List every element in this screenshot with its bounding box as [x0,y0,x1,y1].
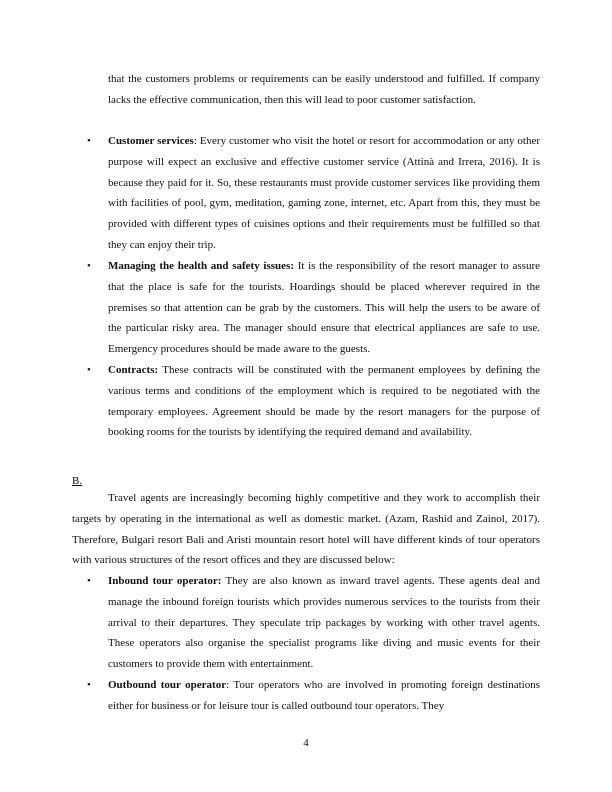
bullet-title: Customer services [108,135,194,147]
bullet-icon: • [87,260,91,272]
bullet-separator: : [226,679,230,691]
bullet-title: Inbound tour operator: [108,575,222,587]
bullet-title: Managing the health and safety issues: [108,260,294,272]
bullet-contracts [87,360,540,443]
bullet-text: Every customer who visit the hotel or resort for accommodation or any other purpose will expect an exclusive and effective customer service (Attinà and Irrera, 2016). It is because they paid for it. So, these restaurants must provide customer services like providing them with facilities of pool, gym, meditation, gaming zone, internet, etc. Apart from this, they must be provided with different types of cuisines options and their requirements must be fulfilled so that they can enjoy their trip. [108,135,540,251]
bullet-outbound [87,675,540,717]
section-b-intro: Travel agents are increasingly becoming highly competitive and they work to accomplish their targets by operating in the international as well as domestic market. (Azam, Rashid and Zainol, 2017). Therefore, Bulgari resort Bali and Aristi mountain resort hotel will have different kinds of tour operators with various structures of the resort offices and they are discussed below: [72,492,540,567]
bullet-text: Tour operators who are involved in promoting foreign destinations either for business or for leisure tour is called outbound tour operators. They [108,679,540,712]
bullet-separator: : [193,135,197,147]
section-label: B. [72,475,83,487]
bullet-text: These contracts will be constituted with the permanent employees by defining the various terms and conditions of the employment which is required to be negotiated with the temporary employees. Agreement should be made by the resort managers for the purpose of booking rooms for the tourists by identifying the required demand and availability. [108,364,540,439]
bullet-icon: • [87,679,91,691]
bullet-customer-services [87,131,540,256]
continuation-paragraph: that the customers problems or requirements can be easily understood and fulfilled. If company lacks the effective communication, then this will lead to poor customer satisfaction. [108,73,540,106]
bullet-inbound [87,571,540,675]
bullet-title: Contracts: [108,364,159,376]
page-number: 4 [303,737,309,749]
bullet-health-safety [87,256,540,360]
bullet-title: Outbound tour operator [108,679,227,691]
bullet-icon: • [87,575,91,587]
bullet-text: They are also known as inward travel agents. These agents deal and manage the inbound foreign tourists which provides numerous services to the tourists from their arrival to their departures. They speculate trip packages by working with other travel agents. These operators also organise the specialist programs like diving and music events for their customers to provide them with entertainment. [108,575,540,671]
bullet-icon: • [87,135,91,147]
bullet-icon: • [87,364,91,376]
bullet-text: It is the responsibility of the resort manager to assure that the place is safe for the tourists. Hoardings should be placed wherever required in the premises so that attention can be grab by the customers. This will help the users to be aware of the particular risky area. The manager should ensure that electrical appliances are safe to use. Emergency procedures should be made aware to the guests. [108,260,540,356]
